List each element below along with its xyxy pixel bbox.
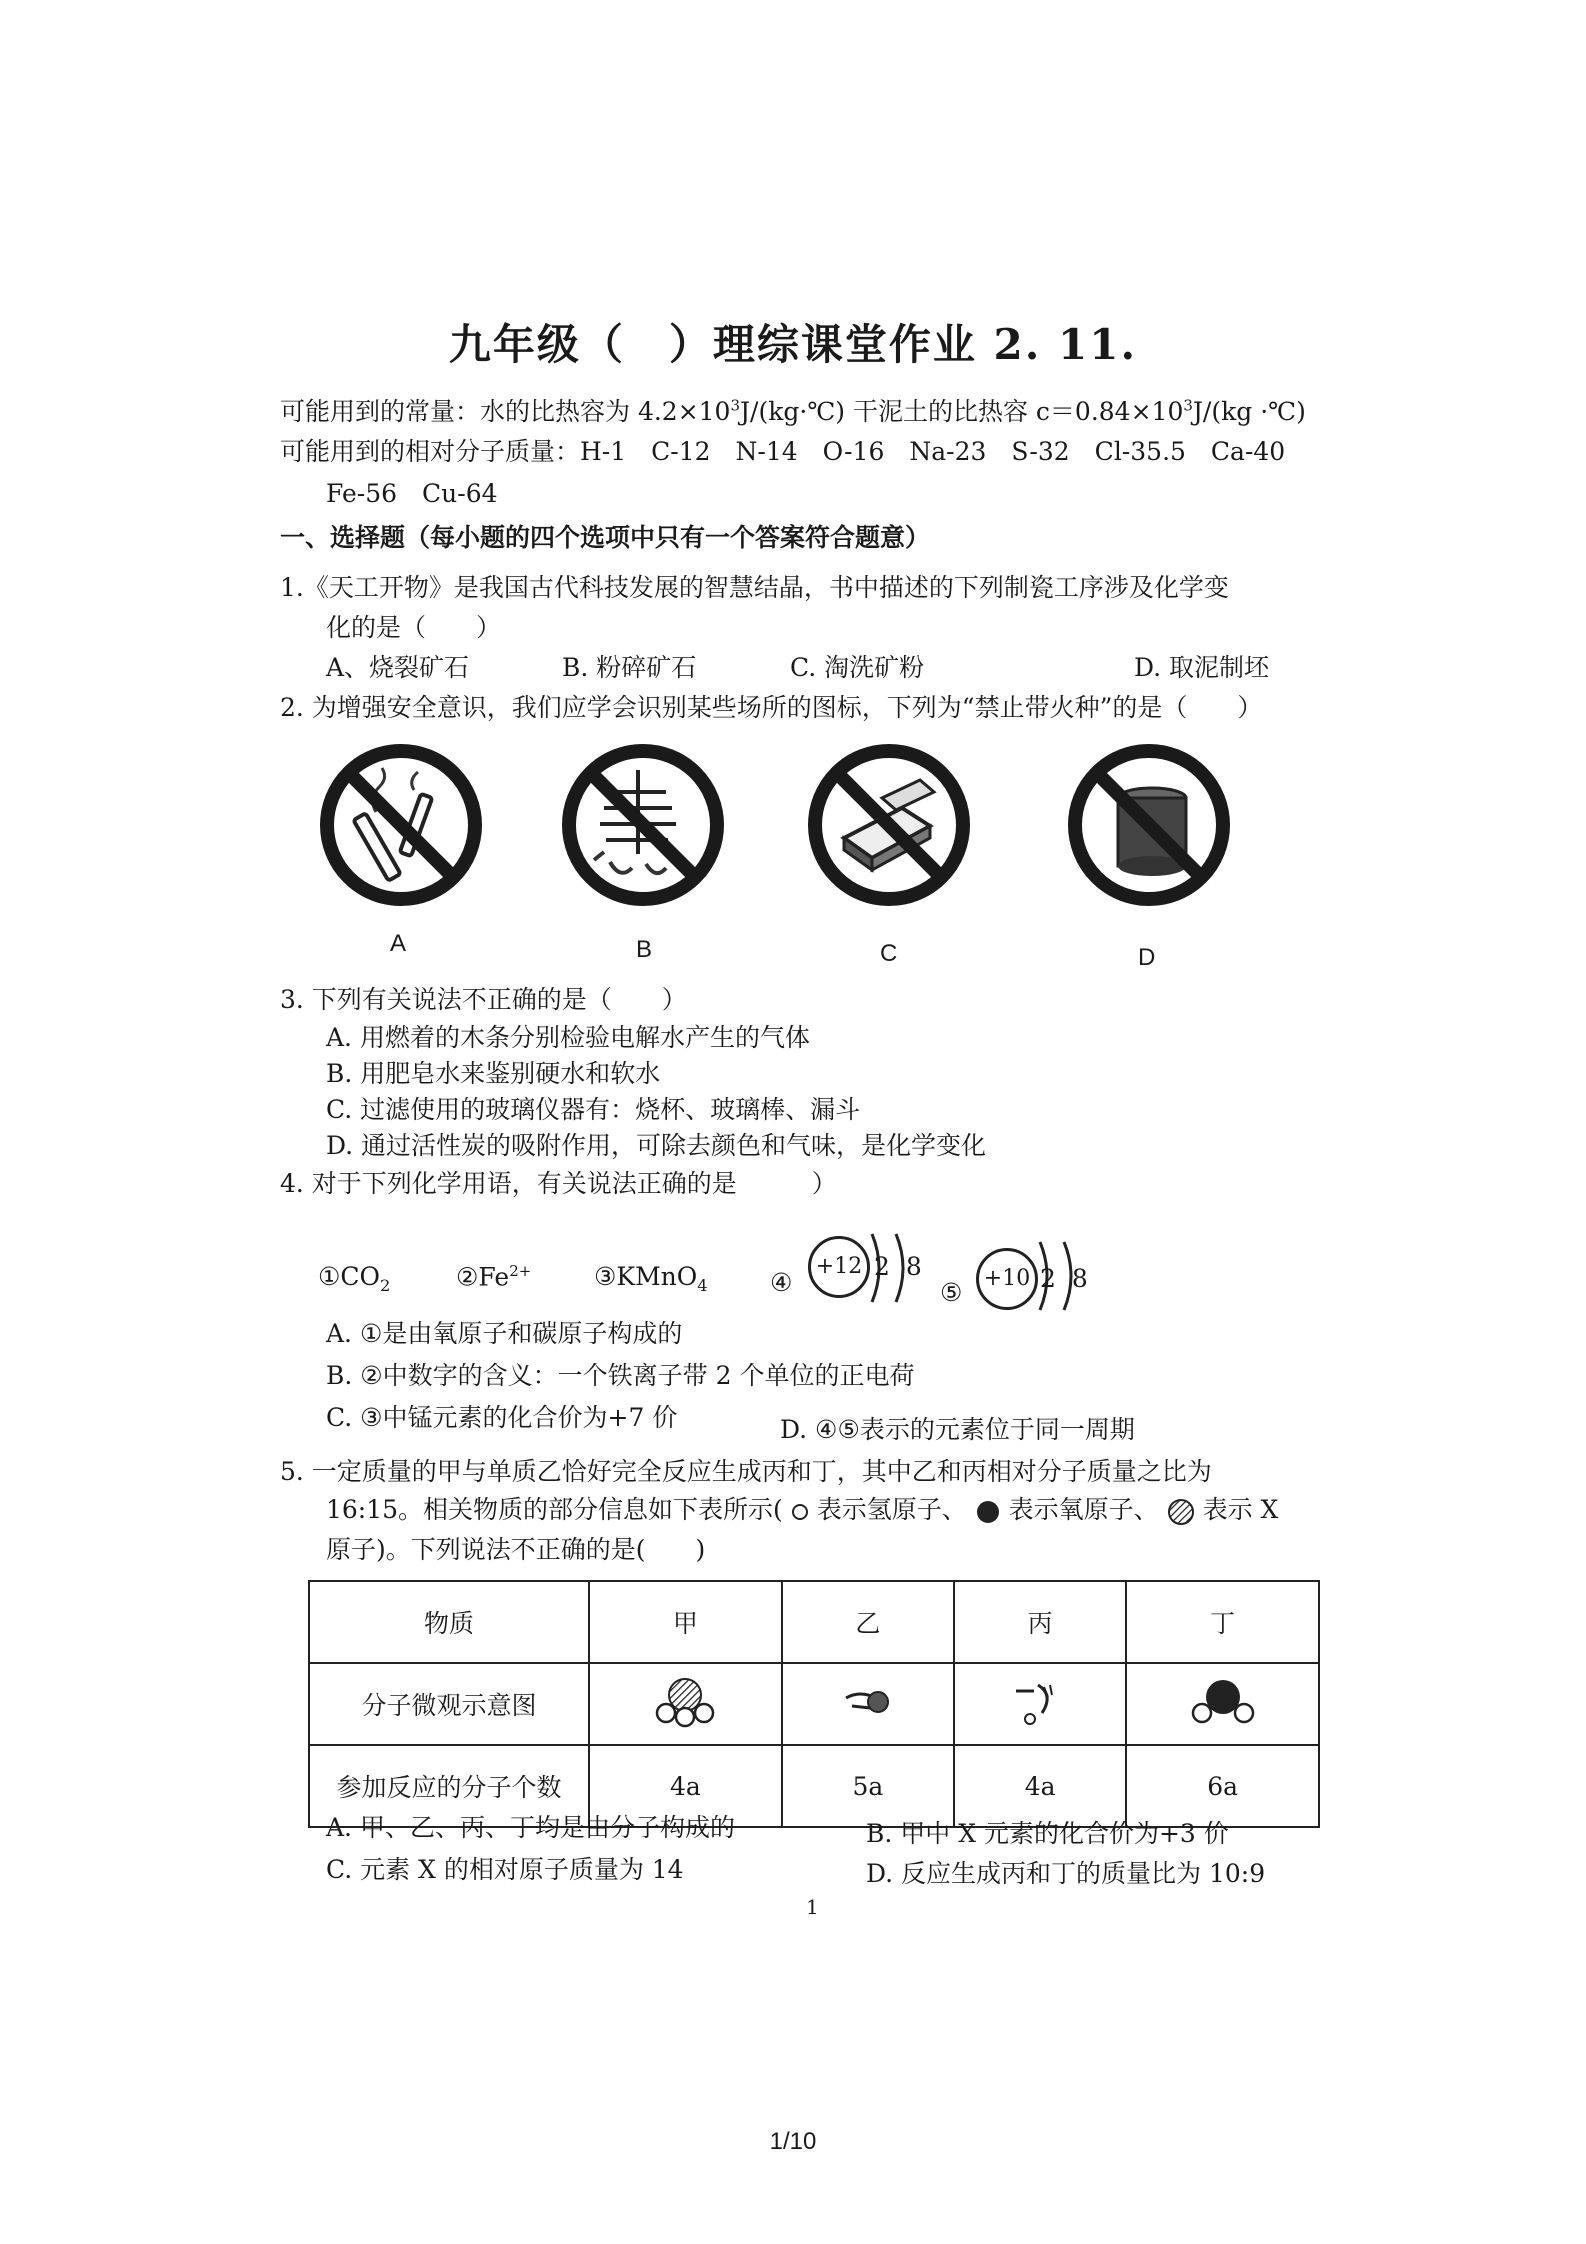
q4-item-1-subscript: 2 — [380, 1276, 391, 1295]
no-fireworks-icon — [560, 742, 726, 908]
page-title: 九年级（ ）理综课堂作业 2. 11. — [448, 320, 1138, 369]
q3-option-b: B. 用肥皂水来鉴别硬水和软水 — [326, 1059, 661, 1088]
q5-legend-oxygen: 表示氧原子、 — [1008, 1495, 1159, 1524]
constants-exponent-1: 3 — [730, 396, 741, 415]
constants-line-2: 可能用到的相对分子质量：H-1 C-12 N-14 O-16 Na-23 S-32 Cl-35.5 Ca-40 — [280, 437, 1286, 466]
q5-option-a: A. 甲、乙、丙、丁均是由分子构成的 — [326, 1813, 735, 1842]
q2-label-a: A — [390, 930, 407, 957]
molecule-bing-icon — [1000, 1671, 1080, 1731]
hydrogen-atom-legend-icon — [791, 1503, 809, 1521]
q1-option-c: C. 淘洗矿粉 — [790, 653, 925, 682]
table-header-cell: 乙 — [782, 1581, 954, 1663]
q4-item-4-label: ④ — [770, 1268, 793, 1297]
molecule-ding-icon — [1178, 1671, 1268, 1731]
q5-legend-x: 表示 X — [1202, 1495, 1279, 1524]
page-number: 1/10 — [769, 2128, 817, 2155]
q4-stem: 4. 对于下列化学用语，有关说法正确的是 ） — [280, 1169, 837, 1198]
q1-stem-1: 1.《天工开物》是我国古代科技发展的智慧结晶，书中描述的下列制瓷工序涉及化学变 — [280, 573, 1229, 602]
table-cell — [782, 1663, 954, 1745]
q3-option-c: C. 过滤使用的玻璃仪器有：烧杯、玻璃棒、漏斗 — [326, 1095, 861, 1124]
q4-atom-4-nucleus: +12 — [808, 1236, 870, 1298]
q4-option-a: A. ①是由氧原子和碳原子构成的 — [326, 1319, 683, 1348]
q2-stem: 2. 为增强安全意识，我们应学会识别某些场所的图标，下列为“禁止带火种”的是（ ） — [280, 693, 1263, 722]
table-cell: 5a — [782, 1745, 954, 1827]
molecule-jia-icon — [640, 1671, 730, 1731]
q2-label-b: B — [636, 936, 653, 963]
q4-item-1 — [318, 1262, 390, 1295]
q2-label-d: D — [1138, 944, 1156, 971]
q4-atom-5-nucleus: +10 — [976, 1248, 1038, 1310]
table-header-row — [309, 1581, 1319, 1663]
table-header-cell: 丙 — [954, 1581, 1126, 1663]
q3-stem: 3. 下列有关说法不正确的是（ ） — [280, 985, 687, 1014]
q4-option-b: B. ②中数字的含义：一个铁离子带 2 个单位的正电荷 — [326, 1361, 915, 1390]
inner-page-number: 1 — [806, 1895, 819, 1919]
q5-stem-1: 5. 一定质量的甲与单质乙恰好完全反应生成丙和丁，其中乙和丙相对分子质量之比为 — [280, 1457, 1212, 1486]
section-heading: 一、选择题（每小题的四个选项中只有一个答案符合题意） — [280, 523, 931, 552]
q4-item-5-label: ⑤ — [940, 1278, 963, 1307]
substance-table — [308, 1580, 1320, 1828]
q4-item-3-text: ③KMnO — [594, 1262, 698, 1291]
q4-option-c: C. ③中锰元素的化合价为+7 价 — [326, 1403, 678, 1432]
q4-item-1-text: ①CO — [318, 1262, 381, 1291]
constants-line-1-mid: J/(kg·℃) 干泥土的比热容 c＝0.84×10 — [740, 397, 1184, 426]
table-cell — [1126, 1663, 1319, 1745]
q5-option-c: C. 元素 X 的相对原子质量为 14 — [326, 1855, 684, 1884]
constants-exponent-2: 3 — [1183, 396, 1193, 415]
q4-item-2-superscript: 2+ — [509, 1262, 532, 1280]
constants-line-1-prefix: 可能用到的常量：水的比热容为 4.2×10 — [280, 397, 731, 426]
q1-option-d: D. 取泥制坯 — [1134, 653, 1270, 682]
q1-stem-2: 化的是（ ） — [326, 613, 502, 642]
oxygen-atom-legend-icon — [975, 1499, 1001, 1525]
q4-atom-4-shells: 2 8 — [874, 1252, 926, 1281]
q1-option-b: B. 粉碎矿石 — [562, 653, 697, 682]
constants-line-1-suffix: J/(kg ·℃) — [1192, 397, 1306, 426]
constants-line-3: Fe-56 Cu-64 — [326, 479, 498, 508]
q4-item-2-text: ②Fe — [456, 1262, 510, 1292]
no-matches-icon — [806, 742, 972, 908]
q5-stem-2 — [326, 1490, 1278, 1526]
no-fuel-barrel-icon — [1066, 742, 1232, 908]
table-cell: 4a — [954, 1745, 1126, 1827]
q5-option-b: B. 甲中 X 元素的化合价为+3 价 — [866, 1819, 1229, 1848]
constants-line-1 — [280, 392, 1306, 428]
table-cell: 6a — [1126, 1745, 1319, 1827]
q5-option-d: D. 反应生成丙和丁的质量比为 10:9 — [866, 1859, 1266, 1888]
table-row — [309, 1663, 1319, 1745]
table-cell: 分子微观示意图 — [309, 1663, 589, 1745]
molecule-yi-icon — [828, 1676, 908, 1726]
q3-option-a: A. 用燃着的木条分别检验电解水产生的气体 — [326, 1023, 810, 1052]
table-cell: 参加反应的分子个数 — [309, 1745, 589, 1827]
q1-option-a: A、烧裂矿石 — [326, 653, 470, 682]
q5-stem-3: 原子)。下列说法不正确的是( ) — [326, 1535, 706, 1564]
no-smoking-icon — [318, 742, 484, 908]
q2-label-c: C — [880, 940, 898, 967]
table-cell — [954, 1663, 1126, 1745]
q4-item-2 — [456, 1262, 531, 1291]
q5-legend-hydrogen: 表示氢原子、 — [816, 1495, 967, 1524]
table-header-cell: 物质 — [309, 1581, 589, 1663]
table-cell: 4a — [589, 1745, 782, 1827]
q4-atom-5-shells: 2 8 — [1040, 1264, 1092, 1293]
x-atom-legend-icon — [1167, 1498, 1195, 1526]
q5-stem-2-text: 16:15。相关物质的部分信息如下表所示( — [326, 1495, 783, 1524]
q4-option-d: D. ④⑤表示的元素位于同一周期 — [780, 1415, 1135, 1444]
q4-item-3-subscript: 4 — [697, 1276, 708, 1295]
q4-item-3 — [594, 1262, 708, 1295]
table-header-cell: 丁 — [1126, 1581, 1319, 1663]
table-header-cell: 甲 — [589, 1581, 782, 1663]
q3-option-d: D. 通过活性炭的吸附作用，可除去颜色和气味，是化学变化 — [326, 1131, 987, 1160]
table-cell — [589, 1663, 782, 1745]
